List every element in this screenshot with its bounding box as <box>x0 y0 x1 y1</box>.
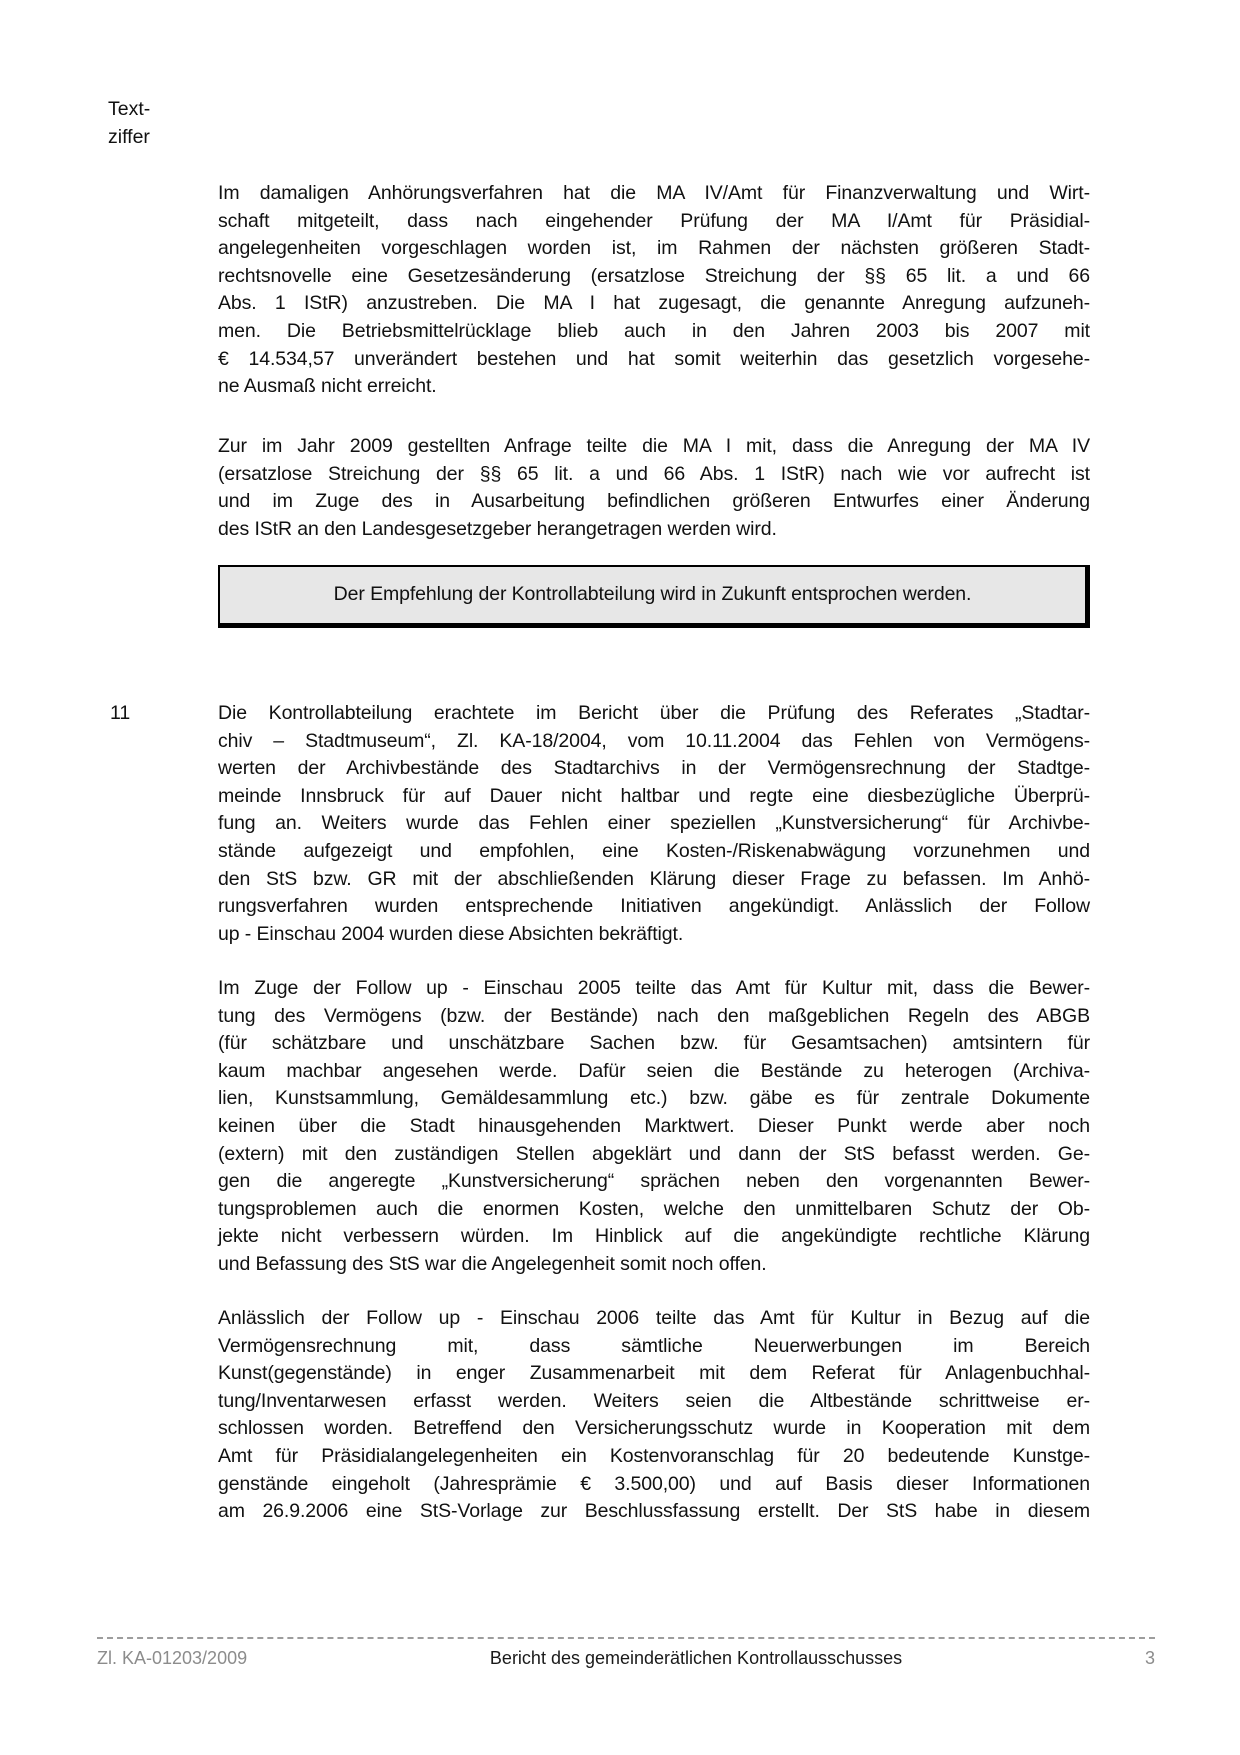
text-line: (extern) mit den zuständigen Stellen abgeklärt und dann der StS befasst werden. Ge- <box>218 1142 1090 1165</box>
text-line: Die Kontrollabteilung erachtete im Bericht über die Prüfung des Referates „Stadtar- <box>218 702 1090 724</box>
text-line: rungsverfahren wurden entsprechende Initiativen angekündigt. Anlässlich der Follow <box>218 895 1090 918</box>
footer-divider <box>97 1637 1155 1639</box>
text-line: tungsproblemen auch die enormen Kosten, welche den unmittelbaren Schutz der Ob- <box>218 1197 1090 1220</box>
text-line: genstände eingeholt (Jahresprämie € 3.500,00) und auf Basis dieser Informationen <box>218 1472 1090 1495</box>
text-line: stände aufgezeigt und empfohlen, eine Kosten-/Riskenabwägung vorzunehmen und <box>218 839 1090 862</box>
text-line: ziffer <box>108 125 150 148</box>
text-line: Text- <box>108 98 151 120</box>
text-line: Im Zuge der Follow up - Einschau 2005 teilte das Amt für Kultur mit, dass die Bewer- <box>218 977 1090 999</box>
footer-title: Bericht des gemeinderätlichen Kontrollausschusses <box>489 1648 903 1668</box>
text-line: gen die angeregte „Kunstversicherung“ sprächen neben den vorgenannten Bewer- <box>218 1170 1090 1193</box>
footer-reference: Zl. KA-01203/2009 <box>97 1648 248 1668</box>
text-line: angelegenheiten vorgeschlagen worden ist, im Rahmen der nächsten größeren Stadt- <box>218 237 1090 260</box>
text-line: jekte nicht verbessern würden. Im Hinblick auf die angekündigte rechtliche Klärung <box>218 1225 1090 1248</box>
text-line: schlossen worden. Betreffend den Versicherungsschutz wurde in Kooperation mit dem <box>218 1417 1090 1440</box>
text-line: Zur im Jahr 2009 gestellten Anfrage teilte die MA I mit, dass die Anregung der MA IV <box>218 435 1090 457</box>
text-line: men. Die Betriebsmittelrücklage blieb auch in den Jahren 2003 bis 2007 mit <box>218 319 1090 342</box>
recommendation-text: Der Empfehlung der Kontrollabteilung wird in Zukunft entsprochen werden. <box>333 583 972 606</box>
text-line: chiv – Stadtmuseum“, Zl. KA-18/2004, vom 10.11.2004 das Fehlen von Vermögens- <box>218 729 1090 752</box>
text-line: meinde Innsbruck für auf Dauer nicht haltbar und regte eine diesbezügliche Überprü- <box>218 784 1090 807</box>
paragraph-section11-einschau-2005 <box>218 975 1090 1279</box>
text-line: tung/Inventarwesen erfasst werden. Weiters seien die Altbestände schrittweise er- <box>218 1389 1090 1412</box>
paragraph-section11-einschau-2006 <box>218 1305 1090 1526</box>
text-line: € 14.534,57 unverändert bestehen und hat somit weiterhin das gesetzlich vorgesehe- <box>218 347 1090 370</box>
text-line: Abs. 1 IStR) anzustreben. Die MA I hat zugesagt, die genannte Anregung aufzuneh- <box>218 292 1090 315</box>
text-line: Kunst(gegenstände) in enger Zusammenarbeit mit dem Referat für Anlagenbuchhal- <box>218 1362 1090 1385</box>
text-line: und im Zuge des in Ausarbeitung befindlichen größeren Entwurfes einer Änderung <box>218 490 1090 513</box>
text-line: Amt für Präsidialangelegenheiten ein Kostenvoranschlag für 20 bedeutende Kunstge- <box>218 1444 1090 1467</box>
text-line: Im damaligen Anhörungsverfahren hat die MA IV/Amt für Finanzverwaltung und Wirt- <box>218 182 1090 204</box>
text-line: des IStR an den Landesgesetzgeber herangetragen werden wird. <box>218 517 777 540</box>
recommendation-box <box>218 565 1090 628</box>
text-line: ne Ausmaß nicht erreicht. <box>218 375 437 398</box>
paragraph-anfrage-2009 <box>218 433 1090 543</box>
section-number: 11 <box>110 702 131 724</box>
text-line: (ersatzlose Streichung der §§ 65 lit. a und 66 Abs. 1 IStR) nach wie vor aufrecht ist <box>218 462 1090 485</box>
text-line: up - Einschau 2004 wurden diese Absichten bekräftigt. <box>218 922 684 945</box>
text-line: schaft mitgeteilt, dass nach eingehender Prüfung der MA I/Amt für Präsidial- <box>218 209 1090 232</box>
text-line: Vermögensrechnung mit, dass sämtliche Neuerwerbungen im Bereich <box>218 1334 1090 1357</box>
text-line: fung an. Weiters wurde das Fehlen einer speziellen „Kunstversicherung“ für Archivbe- <box>218 812 1090 835</box>
text-line: tung des Vermögens (bzw. der Bestände) nach den maßgeblichen Regeln des ABGB <box>218 1004 1090 1027</box>
paragraph-anhoerungsverfahren <box>218 180 1090 401</box>
text-line: und Befassung des StS war die Angelegenheit somit noch offen. <box>218 1252 767 1275</box>
text-line: (für schätzbare und unschätzbare Sachen bzw. für Gesamtsachen) amtsintern für <box>218 1032 1090 1055</box>
paragraph-section11-bericht-2004 <box>218 700 1090 948</box>
text-line: lien, Kunstsammlung, Gemäldesammlung etc.) bzw. gäbe es für zentrale Dokumente <box>218 1087 1090 1110</box>
text-line: werten der Archivbestände des Stadtarchivs in der Vermögensrechnung der Stadtge- <box>218 757 1090 780</box>
text-line: keinen über die Stadt hinausgehenden Marktwert. Dieser Punkt werde aber noch <box>218 1114 1090 1137</box>
text-line: Anlässlich der Follow up - Einschau 2006 teilte das Amt für Kultur in Bezug auf die <box>218 1307 1090 1329</box>
text-line: am 26.9.2006 eine StS-Vorlage zur Beschlussfassung erstellt. Der StS habe in diesem <box>218 1500 1090 1523</box>
text-line: kaum machbar angesehen werde. Dafür seien die Bestände zu heterogen (Archiva- <box>218 1059 1090 1082</box>
text-line: rechtsnovelle eine Gesetzesänderung (ersatzlose Streichung der §§ 65 lit. a und 66 <box>218 264 1090 287</box>
margin-column-label <box>108 96 150 151</box>
page-footer <box>97 1646 1155 1670</box>
footer-page-number: 3 <box>1144 1648 1155 1668</box>
text-line: den StS bzw. GR mit der abschließenden Klärung dieser Frage zu befassen. Im Anhö- <box>218 867 1090 890</box>
